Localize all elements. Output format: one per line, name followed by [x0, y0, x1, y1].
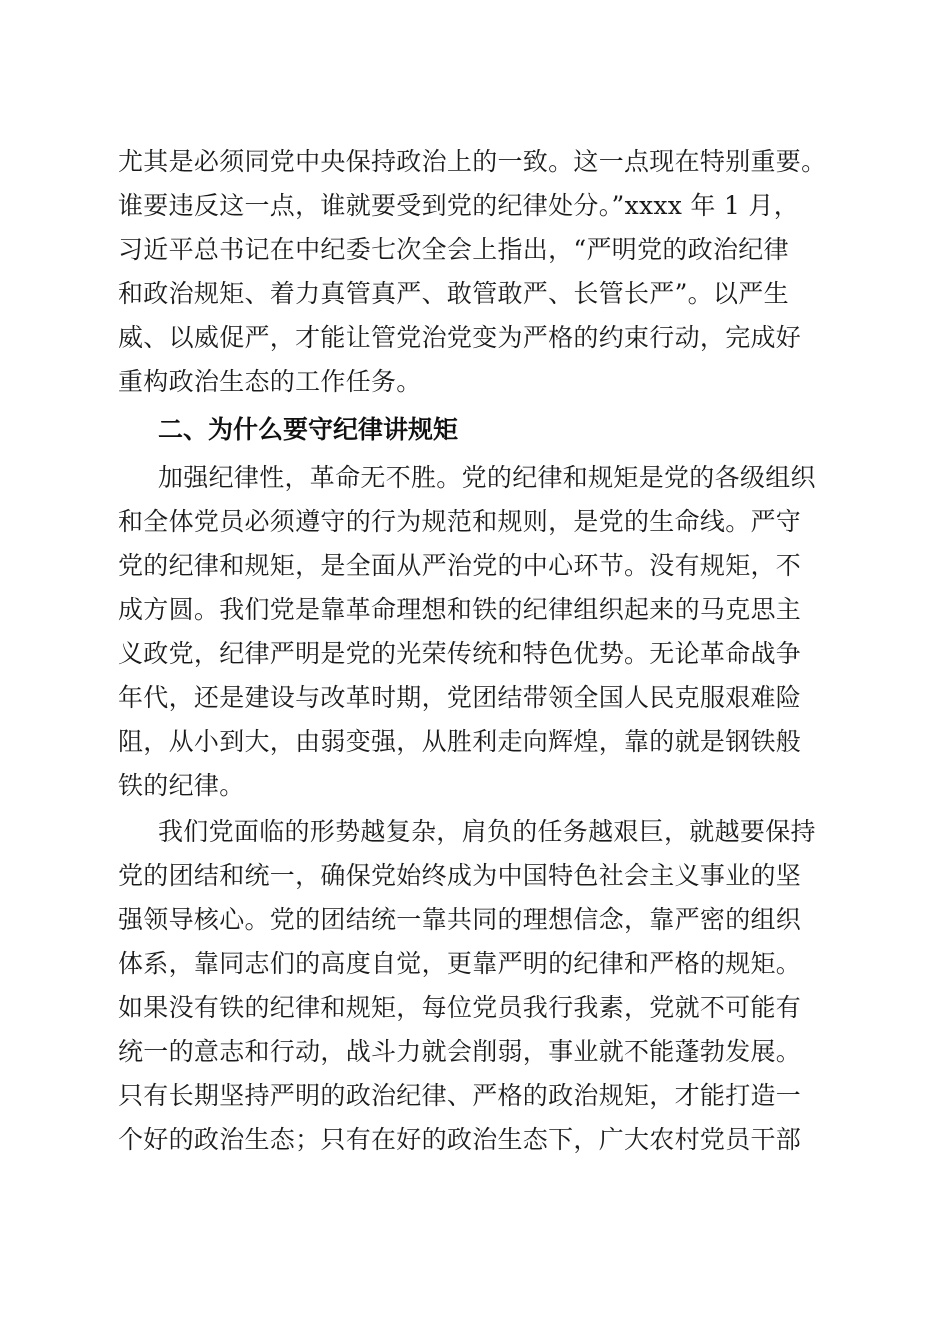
text-line: 和政治规矩、着力真管真严、敢管敢严、长管长严”。以严生 — [118, 279, 789, 308]
text-line: 成方圆。我们党是靠革命理想和铁的纪律组织起来的马克思主 — [118, 595, 802, 624]
text-line: 只有长期坚持严明的政治纪律、严格的政治规矩，才能打造一 — [118, 1081, 802, 1110]
text-line: 习近平总书记在中纪委七次全会上指出，“严明党的政治纪律 — [118, 235, 789, 264]
text-line: 党的纪律和规矩，是全面从严治党的中心环节。没有规矩，不 — [118, 551, 802, 580]
text-line: 威、以威促严，才能让管党治党变为严格的约束行动，完成好 — [118, 323, 802, 352]
text-line: 党的团结和统一，确保党始终成为中国特色社会主义事业的坚 — [118, 861, 802, 890]
text-line: 年代，还是建设与改革时期，党团结带领全国人民克服艰难险 — [118, 683, 802, 712]
text-line: 铁的纪律。 — [118, 771, 245, 800]
text-line: 重构政治生态的工作任务。 — [118, 367, 422, 396]
section-heading: 二、为什么要守纪律讲规矩 — [158, 415, 459, 444]
text-line: 和全体党员必须遵守的行为规范和规则，是党的生命线。严守 — [118, 507, 802, 536]
text-line: 强领导核心。党的团结统一靠共同的理想信念，靠严密的组织 — [118, 905, 802, 934]
text-line: 个好的政治生态；只有在好的政治生态下，广大农村党员干部 — [118, 1125, 802, 1154]
text-line: 谁要违反这一点，谁就要受到党的纪律处分。”xxxx 年 1 月， — [118, 191, 800, 220]
text-line: 加强纪律性，革命无不胜。党的纪律和规矩是党的各级组织 — [158, 463, 816, 492]
text-line: 我们党面临的形势越复杂，肩负的任务越艰巨，就越要保持 — [158, 817, 816, 846]
text-line: 如果没有铁的纪律和规矩，每位党员我行我素，党就不可能有 — [118, 993, 802, 1022]
text-line: 尤其是必须同党中央保持政治上的一致。这一点现在特别重要。 — [118, 147, 827, 176]
text-line: 体系，靠同志们的高度自觉，更靠严明的纪律和严格的规矩。 — [118, 949, 802, 978]
text-line: 义政党，纪律严明是党的光荣传统和特色优势。无论革命战争 — [118, 639, 802, 668]
text-line: 统一的意志和行动，战斗力就会削弱，事业就不能蓬勃发展。 — [118, 1037, 802, 1066]
text-line: 阻，从小到大，由弱变强，从胜利走向辉煌，靠的就是钢铁般 — [118, 727, 802, 756]
